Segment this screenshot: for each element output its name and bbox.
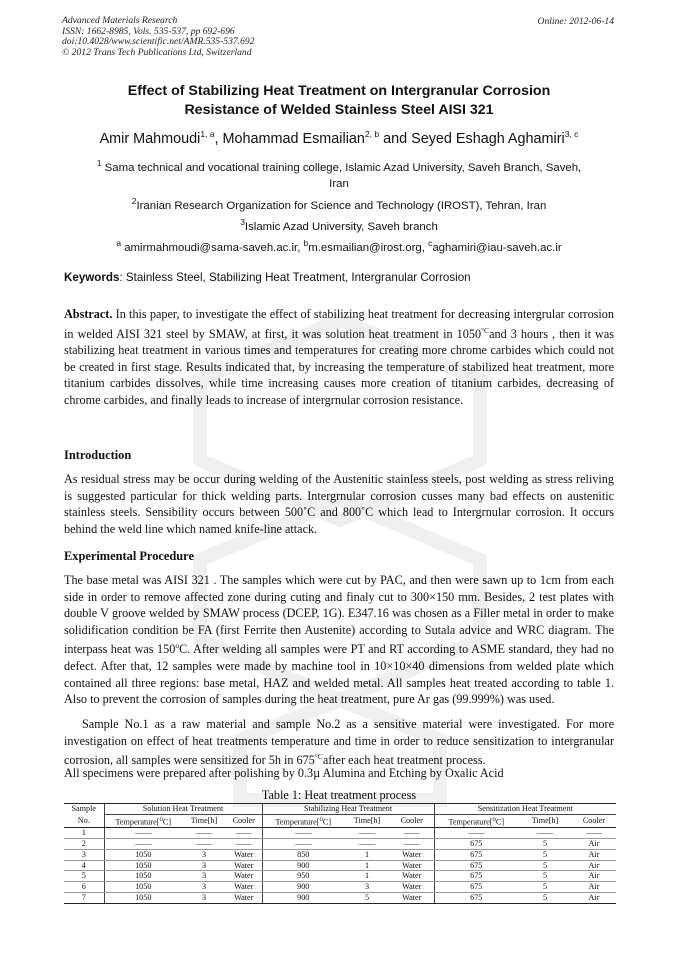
table-row (64, 871, 616, 882)
table-cell: —— (262, 838, 344, 849)
table-cell: 1050 (104, 892, 182, 903)
author-name: Mohammad Esmailian (222, 130, 365, 147)
email-link[interactable]: amirmahmoudi@sama-saveh.ac.ir, (124, 241, 304, 254)
table-cell: 4 (64, 860, 104, 871)
table-row (64, 860, 616, 871)
author-emails (62, 235, 616, 256)
table-cell: Water (390, 892, 434, 903)
email-link[interactable]: m.esmailian@irost.org, (308, 241, 429, 254)
author-sup: 3, c (564, 129, 579, 139)
table-cell: 5 (518, 871, 572, 882)
table-cell: 5 (64, 871, 104, 882)
table-cell: —— (182, 838, 226, 849)
table-cell: —— (104, 838, 182, 849)
table-cell: Air (572, 882, 616, 893)
table-cell: 7 (64, 892, 104, 903)
affiliation-3 (62, 214, 616, 235)
table-cell: Water (226, 871, 262, 882)
author-name: Amir Mahmoudi (99, 130, 201, 147)
degree-sup: o (175, 641, 180, 651)
table-cell: Air (572, 892, 616, 903)
table-cell: Air (572, 849, 616, 860)
paragraph-text: after each heat treatment process. (322, 753, 486, 768)
journal-header (62, 16, 254, 58)
online-date: Online: 2012-06-14 (537, 16, 614, 27)
table-cell: Water (390, 849, 434, 860)
header-time: Time[h] (518, 814, 572, 827)
degree-sup: °C (314, 752, 323, 762)
table-cell: Air (572, 860, 616, 871)
author-separator: and (379, 130, 412, 147)
abstract-text: and 3 hours , then it was stabilizing heat treatment in various times and temperatures for creating more chrome carbides which could not be created in first stage. Results indicated that, by increasing the temperature of stabilized heat treatment, more titanium carbides dissolves, while time increasing causes more creation of titanium carbides, decreasing of chrome carbides, and finally leads to increase of intergrnular corrosion resistance. (64, 326, 614, 408)
author-sup: 2, b (364, 129, 380, 139)
issn-line: ISSN: 1662-8985, Vols. 535-537, pp 692-696 (62, 25, 235, 37)
table-cell: Water (226, 882, 262, 893)
table-cell: Water (226, 849, 262, 860)
table-cell: 3 (182, 882, 226, 893)
table-cell: 950 (262, 871, 344, 882)
header-temperature: Temperature[$^o$C] (262, 814, 344, 827)
table-cell: 900 (262, 860, 344, 871)
table-row (64, 892, 616, 903)
header-time: Time[h] (344, 814, 390, 827)
affiliation-text: Iran (329, 177, 349, 190)
table-cell: 5 (518, 892, 572, 903)
paragraph-text: C. After welding all samples were PT and RT according to ASME standard, they had no defect. After that, 12 samples were made by machine tool in 10×10×40 dimensions from welded plate which contained all three regions: base metal, HAZ and welded metal. All samples heat treated according to table 1. Also to prevent the corrosion of samples during the heat treatment, pure Ar gas (99.999%) was used. (64, 642, 614, 707)
journal-name: Advanced Materials Research (62, 15, 178, 26)
table-cell: 5 (518, 882, 572, 893)
author-sup: 1, a (200, 129, 215, 139)
title-line-1: Effect of Stabilizing Heat Treatment on Intergranular Corrosion (127, 83, 551, 99)
experimental-text-3: All specimens were prepared after polishing by 0.3µ Alumina and Etching by Oxalic Acid (64, 766, 504, 780)
email-sup: c (428, 238, 433, 248)
header-stabilizing: Stabilizing Heat Treatment (262, 804, 434, 815)
section-heading-experimental: Experimental Procedure (64, 549, 194, 563)
affiliation-text: Iranian Research Organization for Science and Technology (IROST), Tehran, Iran (136, 199, 547, 212)
table-cell: 675 (434, 860, 518, 871)
header-sample: Sample (64, 804, 104, 815)
abstract (64, 306, 614, 409)
table-cell: 1050 (104, 860, 182, 871)
keywords-text: : Stainless Steel, Stabilizing Heat Treatment, Intergranular Corrosion (119, 271, 471, 284)
table-caption: Table 1: Heat treatment process (261, 788, 417, 802)
table-cell: 1050 (104, 882, 182, 893)
email-sup: a (116, 238, 122, 248)
header-temperature: Temperature[$^o$C] (434, 814, 518, 827)
experimental-text (64, 572, 614, 708)
table-cell: —— (226, 838, 262, 849)
header-sample-no: No. (64, 814, 104, 827)
table-cell: 1050 (104, 849, 182, 860)
table-row (64, 882, 616, 893)
table-cell: 6 (64, 882, 104, 893)
author-list (62, 129, 616, 147)
table-cell: Air (572, 838, 616, 849)
doi-line: doi:10.4028/www.scientific.net/AMR.535-537.692 (62, 36, 255, 48)
header-cooler: Cooler (226, 814, 262, 827)
author-separator: , (214, 130, 223, 147)
table-cell: —— (518, 828, 572, 839)
table-cell: —— (390, 828, 434, 839)
table-cell: 900 (262, 882, 344, 893)
email-link[interactable]: aghamiri@iau-saveh.ac.ir (432, 241, 562, 254)
email-sup: b (303, 238, 309, 248)
paragraph-text: The base metal was AISI 321 . The samples which were cut by PAC, and then were sawn up to 1cm from each side in order to remove affected zone during cuting and finaly cut to 300×150 mm. Besides, 2 test plates with double V groove welded by SMAW process (DCEP, 1G). E347.16 was chosen as a Filler metal in order to make solidification condition be FA (first Ferrite then Austenite) according to Sutala advice and WRC diagram. The interpass heat was 150 (64, 573, 614, 657)
table-cell: Water (226, 860, 262, 871)
table-row (64, 828, 616, 839)
table-cell: 1050 (104, 871, 182, 882)
table-cell: Air (572, 871, 616, 882)
copyright-line: © 2012 Trans Tech Publications Ltd, Switzerland (62, 46, 252, 58)
table-cell: 675 (434, 838, 518, 849)
paper-title (62, 82, 616, 120)
table-cell: —— (104, 828, 182, 839)
table-cell: Water (390, 871, 434, 882)
heat-treatment-table (64, 803, 616, 904)
table-cell: 3 (344, 882, 390, 893)
affiliation-sup: 3 (240, 217, 245, 227)
table-cell: —— (344, 828, 390, 839)
header-sensitization: Sensitization Heat Treatment (434, 804, 616, 815)
table-cell: 675 (434, 849, 518, 860)
table-cell: 3 (182, 860, 226, 871)
table-cell: 1 (344, 849, 390, 860)
table-cell: —— (434, 828, 518, 839)
table-cell: —— (262, 828, 344, 839)
table-cell: —— (182, 828, 226, 839)
table-cell: —— (226, 828, 262, 839)
table-cell: 1 (344, 860, 390, 871)
table-cell: Water (390, 882, 434, 893)
table-row (64, 838, 616, 849)
table-cell: 5 (344, 892, 390, 903)
table-cell: 3 (182, 892, 226, 903)
keywords-label: Keywords (64, 271, 120, 284)
affiliation-text: Sama technical and vocational training college, Islamic Azad University, Saveh Branch, Saveh, (104, 161, 582, 174)
paragraph-text: Sample No.1 as a raw material and sample No.2 as a sensitive material were investigated. For more investigation on effect of heat treatments temperature and time in order to reduce sensitization to intergranular corrosion, all samples were sensitized for 5h in 675 (64, 717, 614, 768)
header-time: Time[h] (182, 814, 226, 827)
table-cell: Water (226, 892, 262, 903)
affiliation-text: Islamic Azad University, Saveh branch (244, 220, 438, 233)
table-cell: 675 (434, 882, 518, 893)
table-cell: 675 (434, 892, 518, 903)
table-cell: Water (390, 860, 434, 871)
abstract-label: Abstract. (64, 307, 113, 321)
affiliation-sup: 1 (96, 158, 102, 168)
affiliation-2 (62, 193, 616, 214)
table-cell: 2 (64, 838, 104, 849)
header-solution: Solution Heat Treatment (104, 804, 262, 815)
header-cooler: Cooler (390, 814, 434, 827)
table-cell: 3 (182, 849, 226, 860)
table-cell: —— (344, 838, 390, 849)
degree-sup: °C (481, 325, 490, 335)
introduction-text: As residual stress may be occur during welding of the Austenitic stainless steels, post welding as stress reliving is suggested particular for thick welding parts. Intergrnular corrosion cusses many bad effects on austenitic stainless steels. Sensibility occurs between 500˚C and 800˚C which lead to Intergrnular corrosion. It occurs behind the weld line which named knife-line attack. (64, 472, 614, 536)
table-cell: 3 (182, 871, 226, 882)
table-row (64, 849, 616, 860)
affiliation-1 (62, 155, 616, 192)
section-heading-introduction: Introduction (64, 448, 132, 462)
table-cell: —— (390, 838, 434, 849)
table-cell: 675 (434, 871, 518, 882)
table-cell: 900 (262, 892, 344, 903)
table-cell: 5 (518, 860, 572, 871)
table-body (64, 828, 616, 904)
author-name: Seyed Eshagh Aghamiri (411, 130, 565, 147)
table-cell: 1 (64, 828, 104, 839)
table-cell: —— (572, 828, 616, 839)
table-cell: 3 (64, 849, 104, 860)
title-line-2: Resistance of Welded Stainless Steel AISI 321 (184, 102, 494, 118)
table-cell: 1 (344, 871, 390, 882)
abstract-text: In this paper, to investigate the effect of stabilizing heat treatment for decreasing intergrular corrosion in welded AISI 321 steel by SMAW, at first, it was solution heat treatment in 1050 (64, 307, 614, 341)
table-cell: 5 (518, 838, 572, 849)
header-cooler: Cooler (572, 814, 616, 827)
experimental-text-2 (64, 716, 614, 769)
header-temperature: Temperature[$^o$C] (104, 814, 182, 827)
table-cell: 850 (262, 849, 344, 860)
table-cell: 5 (518, 849, 572, 860)
keywords (64, 271, 471, 284)
affiliation-sup: 2 (131, 196, 137, 206)
